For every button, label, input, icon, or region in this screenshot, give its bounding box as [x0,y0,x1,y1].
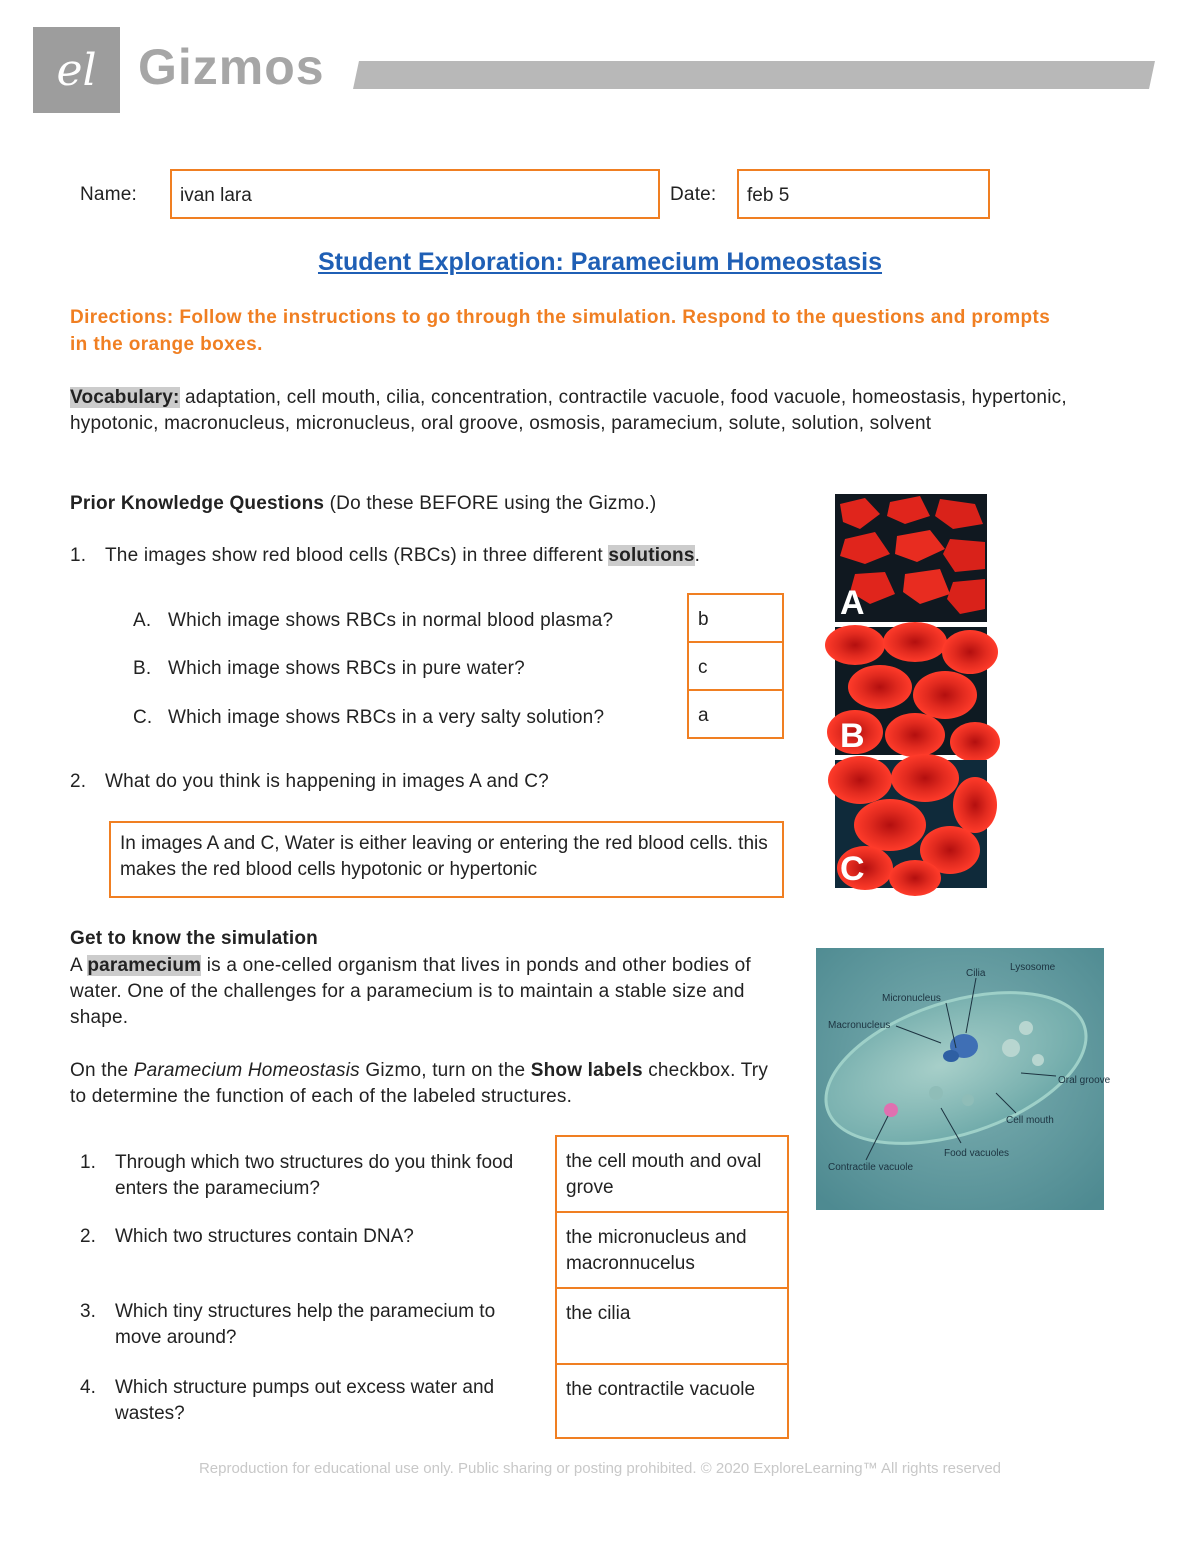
vocabulary-paragraph [70,385,1070,437]
logo-mark-text: el [56,44,97,96]
struct-q3-number: 3. [80,1301,96,1322]
simulation-paragraph-2 [70,1058,780,1110]
sub-q-c-letter: C. [133,707,153,728]
sub-answer-a[interactable]: b [687,593,784,643]
rbc-label-a: A [840,584,865,622]
rbc-label-c: C [840,850,865,888]
sub-answer-c[interactable]: a [687,689,784,739]
struct-answer-4[interactable]: the contractile vacuole [555,1363,789,1439]
vocabulary-label: Vocabulary: [70,387,180,408]
date-field[interactable]: feb 5 [737,169,990,219]
label-oral-groove: Oral groove [1058,1075,1111,1086]
struct-q4-number: 4. [80,1377,96,1398]
sub-q-b-text: Which image shows RBCs in pure water? [168,658,525,679]
sub-q-a-letter: A. [133,610,152,631]
sim-p1-start: A [70,955,88,976]
struct-q2-text: Which two structures contain DNA? [115,1226,414,1247]
sub-answers-column [687,593,784,739]
struct-answer-3[interactable]: the cilia [555,1287,789,1365]
prior-q1-text [105,543,700,569]
rbc-images [835,494,987,888]
struct-answer-1[interactable]: the cell mouth and oval grove [555,1135,789,1213]
label-micronucleus: Micronucleus [882,993,941,1004]
rbc-label-b: B [840,717,865,755]
label-lysosome: Lysosome [1010,962,1056,973]
sim-p1-end: is a one-celled organism that lives in ponds and other bodies of water. One of the challenges for a paramecium is to maintain a stable size and shape. [70,955,751,1028]
label-contractile-vacuole: Contractile vacuole [828,1162,914,1173]
struct-answers-column [555,1135,789,1439]
sim-p2-a: On the [70,1060,134,1081]
label-food-vacuoles: Food vacuoles [944,1148,1010,1159]
explorelearning-logo-mark [33,27,120,113]
prior-q2-text: What do you think is happening in images A and C? [105,771,549,792]
prior-q2-number: 2. [70,771,87,792]
struct-q4-text: Which structure pumps out excess water and wastes? [115,1377,495,1424]
prior-knowledge-heading [70,491,656,517]
rbc-image-a [835,494,987,622]
footer-copyright: Reproduction for educational use only. Public sharing or posting prohibited. © 2020 ExploreLearning™ All rights reserved [198,1460,1002,1477]
simulation-paragraph-1 [70,953,770,1031]
struct-q1-number: 1. [80,1152,96,1173]
label-cilia: Cilia [966,968,986,979]
rbc-image-stack [835,494,987,888]
sub-q-a-text: Which image shows RBCs in normal blood plasma? [168,610,614,631]
struct-q1-text: Through which two structures do you think food enters the paramecium? [115,1152,514,1199]
paramecium-svg [816,948,1111,1210]
gizmos-logo-text: Gizmos [138,39,325,95]
sim-p2-b: Gizmo, turn on the [359,1060,531,1081]
sub-q-b-letter: B. [133,658,152,679]
directions-text: Directions: Follow the instructions to go through the simulation. Respond to the questions and prompts in the orange boxes. [70,307,1051,355]
sim-p2-c: checkbox. Try to determine the function of each of the labeled structures. [70,1060,769,1107]
rbc-image-b [825,622,1000,762]
sub-answer-b[interactable]: c [687,641,784,691]
struct-answer-2[interactable]: the micronucleus and macronnucelus [555,1211,789,1289]
struct-q2-number: 2. [80,1226,96,1247]
sub-q-c-text: Which image shows RBCs in a very salty solution? [168,707,605,728]
name-label: Name: [80,184,137,205]
paramecium-highlight: paramecium [87,955,202,976]
struct-q3-text: Which tiny structures help the paramecium to move around? [115,1301,496,1348]
name-field[interactable]: ivan lara [170,169,660,219]
prior-heading-bold: Prior Knowledge Questions [70,493,325,514]
simulation-heading: Get to know the simulation [70,928,318,949]
prior-q2-answer[interactable]: In images A and C, Water is either leaving or entering the red blood cells. this makes the red blood cells hypotonic or hypertonic [109,821,784,898]
page-title: Student Exploration: Paramecium Homeostasis [317,248,883,276]
prior-q1-body: The images show red blood cells (RBCs) in three different [105,545,609,566]
prior-q1-end: . [694,545,701,566]
gizmo-name-italic: Paramecium Homeostasis [133,1060,360,1081]
vocabulary-list: adaptation, cell mouth, cilia, concentration, contractile vacuole, food vacuole, homeostasis, hypertonic, hypotonic, macronucleus, micronucleus, oral groove, osmosis, paramecium, solute, solution, solvent [70,387,1067,434]
show-labels-bold: Show labels [530,1060,643,1081]
contractile-vacuole-shape [884,1103,898,1117]
label-cell-mouth: Cell mouth [1006,1115,1054,1126]
date-label: Date: [670,184,717,205]
prior-q1-number: 1. [70,545,87,566]
rbc-image-c [828,754,997,896]
label-macronucleus: Macronucleus [828,1020,891,1031]
paramecium-diagram [816,948,1111,1210]
solutions-highlight: solutions [608,545,695,566]
header-decorative-bar [353,61,1155,89]
prior-heading-note: (Do these BEFORE using the Gizmo.) [324,493,657,514]
